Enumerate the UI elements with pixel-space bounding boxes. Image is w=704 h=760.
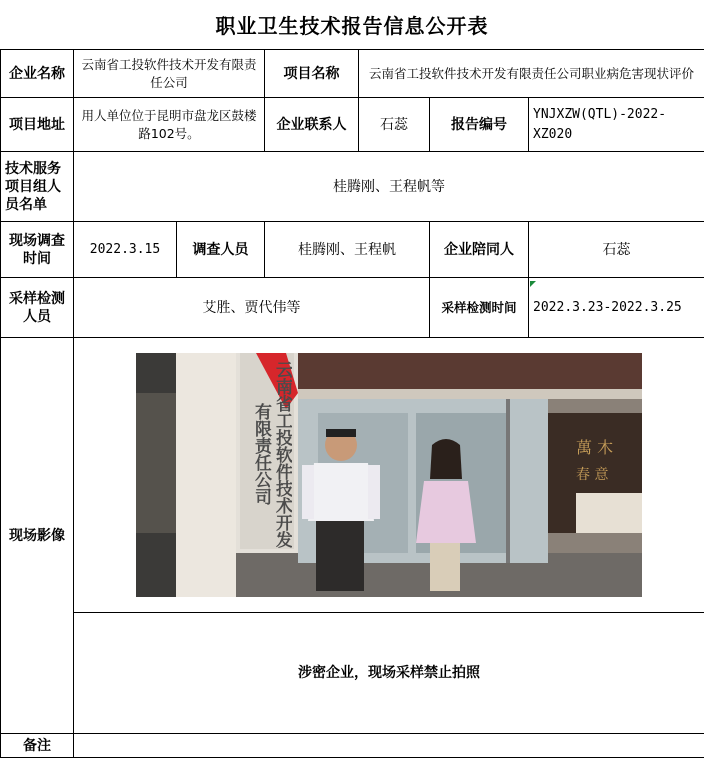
table-row: [1, 152, 704, 222]
info-table: [0, 49, 704, 758]
page-title: 职业卫生技术报告信息公开表: [215, 14, 489, 38]
restricted-photo-note: 涉密企业，现场采样禁止拍照: [74, 613, 704, 734]
remarks-label: 备注: [1, 734, 74, 758]
contact-value: 石蕊: [359, 98, 430, 152]
remarks-value: [74, 734, 704, 758]
svg-text:萬 木: 萬 木: [576, 438, 614, 457]
table-row: [1, 98, 704, 152]
companion-value: 石蕊: [529, 222, 704, 278]
sampling-time-label: 采样检测时间: [430, 278, 529, 338]
companion-label: 企业陪同人: [430, 222, 529, 278]
address-label: 项目地址: [1, 98, 74, 152]
svg-text:春 意: 春 意: [576, 467, 609, 483]
corner-marker: [530, 281, 536, 287]
team-value: 桂腾刚、王程帆等: [74, 152, 704, 222]
surveyor-value: 桂腾刚、王程帆: [265, 222, 430, 278]
sampling-staff-label: 采样检测人员: [1, 278, 74, 338]
project-name-value: 云南省工投软件技术开发有限责任公司职业病危害现状评价: [359, 50, 704, 98]
site-photo-illustration: [136, 353, 642, 597]
team-label: 技术服务项目组人员名单: [1, 152, 74, 222]
survey-time-value: 2022.3.15: [74, 222, 177, 278]
address-value: 用人单位位于昆明市盘龙区鼓楼路102号。: [74, 98, 265, 152]
report-no-label: 报告编号: [430, 98, 529, 152]
site-photo: [136, 353, 642, 597]
site-image-label: 现场影像: [1, 338, 74, 734]
table-row: [1, 613, 704, 734]
company-name-value: 云南省工投软件技术开发有限责任公司: [74, 50, 265, 98]
sampling-staff-value: 艾胜、贾代伟等: [74, 278, 430, 338]
project-name-label: 项目名称: [265, 50, 359, 98]
contact-label: 企业联系人: [265, 98, 359, 152]
report-no-value: YNJXZW(QTL)-2022-XZ020: [529, 98, 704, 152]
survey-time-label: 现场调查时间: [1, 222, 74, 278]
table-row: [1, 222, 704, 278]
site-photo-cell: [74, 338, 704, 613]
table-row: [1, 278, 704, 338]
surveyor-label: 调查人员: [177, 222, 265, 278]
company-name-label: 企业名称: [1, 50, 74, 98]
sampling-time-value: 2022.3.23-2022.3.25: [529, 278, 704, 338]
table-row: [1, 734, 704, 758]
sign-text: 云南省工投软件技术开发有限责任公司: [251, 360, 293, 548]
table-row: [1, 50, 704, 98]
table-row: [1, 338, 704, 613]
